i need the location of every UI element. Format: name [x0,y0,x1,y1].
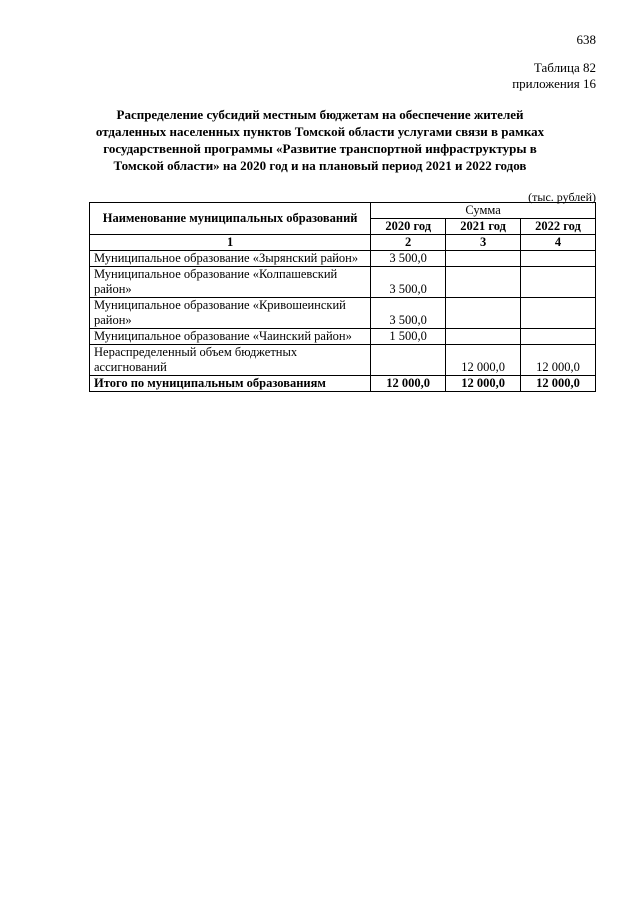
municipality-name: Муниципальное образование «Колпашевский район» [90,267,371,298]
header-municipality: Наименование муниципальных образований [90,203,371,235]
total-row [90,376,596,392]
table-reference-appendix: приложения 16 [512,76,596,91]
document-title [90,106,550,174]
value-2021 [446,298,521,329]
total-2022: 12 000,0 [521,376,596,392]
table-row [90,345,596,376]
value-2022: 12 000,0 [521,345,596,376]
total-2020: 12 000,0 [371,376,446,392]
municipality-name: Нераспределенный объем бюджетных ассигнований [90,345,371,376]
column-number: 1 [90,235,371,251]
header-year-2020: 2020 год [371,219,446,235]
value-2022 [521,267,596,298]
municipality-name: Муниципальное образование «Кривошеинский район» [90,298,371,329]
page-number: 638 [576,32,596,47]
header-year-2021: 2021 год [446,219,521,235]
header-sum: Сумма [371,203,596,219]
municipality-name: Муниципальное образование «Зырянский район» [90,251,371,267]
value-2022 [521,251,596,267]
header-year-2022: 2022 год [521,219,596,235]
value-2020: 3 500,0 [371,251,446,267]
title-line: Распределение субсидий местным бюджетам на обеспечение жителей [116,107,524,122]
table-reference-line: Таблица 82 [533,60,596,75]
value-2020: 3 500,0 [371,298,446,329]
value-2020 [371,345,446,376]
subsidy-table [89,202,596,392]
value-2021 [446,329,521,345]
title-line: отдаленных населенных пунктов Томской области услугами связи в рамках [95,124,545,139]
column-number-row [90,235,596,251]
total-2021: 12 000,0 [446,376,521,392]
table-row [90,329,596,345]
table-row [90,251,596,267]
column-number: 4 [521,235,596,251]
column-number: 2 [371,235,446,251]
table-row [90,298,596,329]
municipality-name: Муниципальное образование «Чаинский район» [90,329,371,345]
table-reference [512,60,596,92]
total-label: Итого по муниципальным образованиям [90,376,371,392]
value-2020: 3 500,0 [371,267,446,298]
title-line: Томской области» на 2020 год и на плановый период 2021 и 2022 годов [113,158,527,173]
value-2022 [521,298,596,329]
value-2021: 12 000,0 [446,345,521,376]
column-number: 3 [446,235,521,251]
title-line: государственной программы «Развитие транспортной инфраструктуры в [103,141,537,156]
units-note: (тыс. рублей) [528,190,596,204]
value-2022 [521,329,596,345]
value-2020: 1 500,0 [371,329,446,345]
table-row [90,267,596,298]
value-2021 [446,267,521,298]
value-2021 [446,251,521,267]
